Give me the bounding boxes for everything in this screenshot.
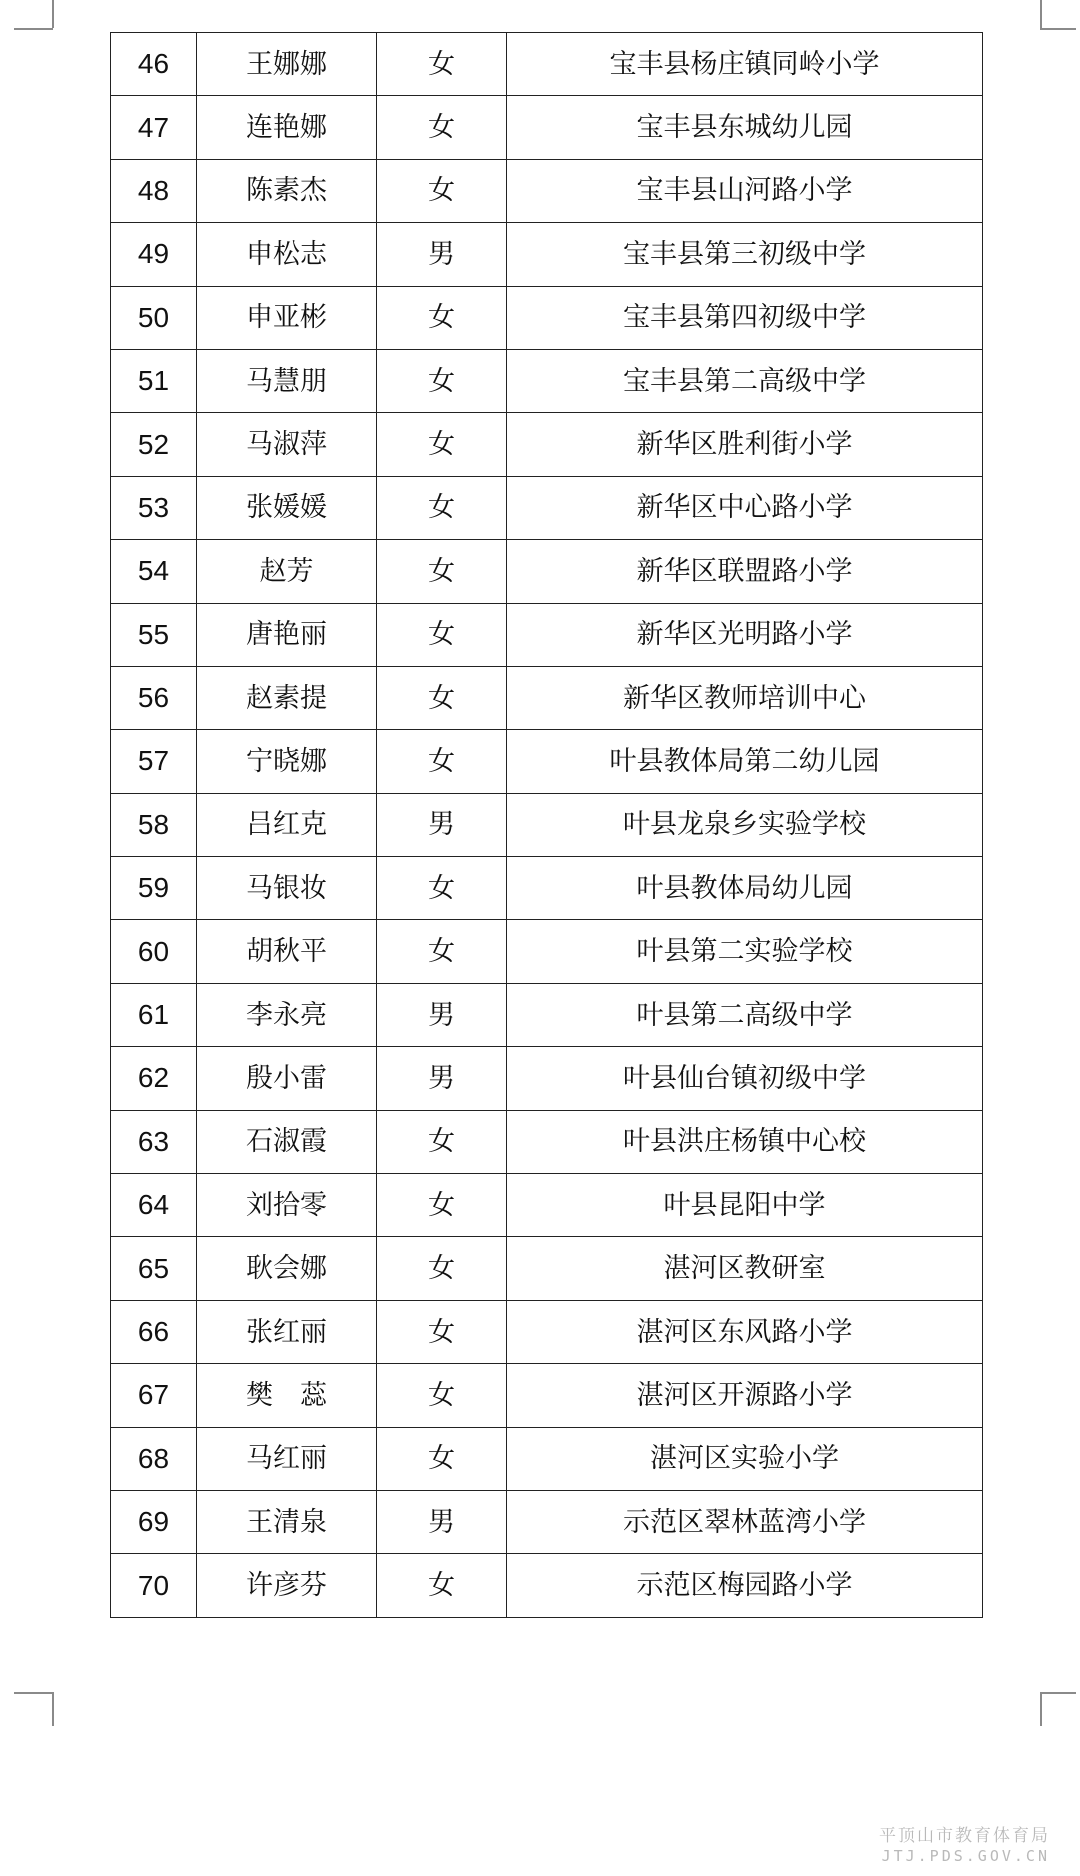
person-name: 马红丽 [197,1427,377,1490]
work-unit: 叶县第二实验学校 [507,920,983,983]
work-unit: 新华区胜利街小学 [507,413,983,476]
work-unit: 示范区翠林蓝湾小学 [507,1490,983,1553]
gender: 女 [377,413,507,476]
row-number: 61 [111,983,197,1046]
person-name: 樊 蕊 [197,1364,377,1427]
gender: 女 [377,666,507,729]
person-name: 吕红克 [197,793,377,856]
work-unit: 湛河区教研室 [507,1237,983,1300]
row-number: 64 [111,1174,197,1237]
table-row [111,33,983,96]
gender: 女 [377,540,507,603]
person-name: 王清泉 [197,1490,377,1553]
crop-mark-bottom-right-v [1040,1692,1042,1726]
work-unit: 叶县龙泉乡实验学校 [507,793,983,856]
table-row [111,793,983,856]
work-unit: 宝丰县第三初级中学 [507,223,983,286]
work-unit: 宝丰县第四初级中学 [507,286,983,349]
row-number: 66 [111,1300,197,1363]
table-row [111,286,983,349]
crop-mark-top-right-v [1040,0,1042,28]
gender: 男 [377,223,507,286]
work-unit: 湛河区实验小学 [507,1427,983,1490]
roster-table [110,32,983,1618]
person-name: 赵芳 [197,540,377,603]
row-number: 49 [111,223,197,286]
gender: 女 [377,1110,507,1173]
row-number: 52 [111,413,197,476]
crop-mark-bottom-right-h [1040,1692,1076,1694]
person-name: 赵素提 [197,666,377,729]
work-unit: 叶县教体局幼儿园 [507,857,983,920]
table-row [111,1237,983,1300]
row-number: 70 [111,1554,197,1617]
row-number: 65 [111,1237,197,1300]
person-name: 张媛媛 [197,476,377,539]
gender: 男 [377,1047,507,1110]
gender: 男 [377,1490,507,1553]
person-name: 唐艳丽 [197,603,377,666]
gender: 女 [377,920,507,983]
row-number: 50 [111,286,197,349]
table-row [111,476,983,539]
person-name: 马慧朋 [197,349,377,412]
table-row [111,223,983,286]
row-number: 48 [111,159,197,222]
table-row [111,983,983,1046]
row-number: 59 [111,857,197,920]
work-unit: 叶县洪庄杨镇中心校 [507,1110,983,1173]
work-unit: 新华区联盟路小学 [507,540,983,603]
crop-mark-bottom-left-v [52,1692,54,1726]
work-unit: 叶县第二高级中学 [507,983,983,1046]
gender: 女 [377,730,507,793]
gender: 女 [377,159,507,222]
watermark-org: 平顶山市教育体育局 [879,1826,1050,1846]
crop-mark-top-left-v [52,0,54,28]
work-unit: 湛河区东风路小学 [507,1300,983,1363]
table-row [111,1554,983,1617]
crop-mark-top-left-h [14,28,53,30]
table-row [111,1047,983,1110]
crop-mark-top-right-h [1040,28,1076,30]
row-number: 55 [111,603,197,666]
table-row [111,1490,983,1553]
gender: 女 [377,1237,507,1300]
gender: 女 [377,349,507,412]
row-number: 62 [111,1047,197,1110]
person-name: 王娜娜 [197,33,377,96]
table-row [111,603,983,666]
table-row [111,413,983,476]
gender: 女 [377,857,507,920]
row-number: 53 [111,476,197,539]
gender: 女 [377,286,507,349]
person-name: 申松志 [197,223,377,286]
table-row [111,920,983,983]
table-row [111,1174,983,1237]
gender: 女 [377,1554,507,1617]
work-unit: 新华区教师培训中心 [507,666,983,729]
table-row [111,540,983,603]
work-unit: 新华区光明路小学 [507,603,983,666]
gender: 女 [377,96,507,159]
row-number: 46 [111,33,197,96]
table-row [111,857,983,920]
gender: 女 [377,1300,507,1363]
person-name: 李永亮 [197,983,377,1046]
person-name: 许彦芬 [197,1554,377,1617]
work-unit: 叶县仙台镇初级中学 [507,1047,983,1110]
row-number: 69 [111,1490,197,1553]
row-number: 54 [111,540,197,603]
gender: 男 [377,983,507,1046]
table-row [111,1300,983,1363]
work-unit: 叶县昆阳中学 [507,1174,983,1237]
row-number: 68 [111,1427,197,1490]
table-row [111,1427,983,1490]
work-unit: 叶县教体局第二幼儿园 [507,730,983,793]
gender: 女 [377,603,507,666]
person-name: 宁晓娜 [197,730,377,793]
gender: 女 [377,33,507,96]
table-row [111,159,983,222]
work-unit: 湛河区开源路小学 [507,1364,983,1427]
roster-body [111,33,983,1618]
person-name: 张红丽 [197,1300,377,1363]
person-name: 马淑萍 [197,413,377,476]
watermark [879,1826,1050,1866]
person-name: 陈素杰 [197,159,377,222]
person-name: 申亚彬 [197,286,377,349]
work-unit: 示范区梅园路小学 [507,1554,983,1617]
person-name: 耿会娜 [197,1237,377,1300]
table-row [111,666,983,729]
row-number: 56 [111,666,197,729]
person-name: 殷小雷 [197,1047,377,1110]
crop-mark-bottom-left-h [14,1692,53,1694]
work-unit: 新华区中心路小学 [507,476,983,539]
work-unit: 宝丰县第二高级中学 [507,349,983,412]
gender: 女 [377,1427,507,1490]
person-name: 马银妆 [197,857,377,920]
person-name: 胡秋平 [197,920,377,983]
gender: 女 [377,1174,507,1237]
row-number: 57 [111,730,197,793]
work-unit: 宝丰县东城幼儿园 [507,96,983,159]
work-unit: 宝丰县杨庄镇同岭小学 [507,33,983,96]
row-number: 63 [111,1110,197,1173]
gender: 女 [377,476,507,539]
row-number: 67 [111,1364,197,1427]
gender: 女 [377,1364,507,1427]
row-number: 51 [111,349,197,412]
person-name: 连艳娜 [197,96,377,159]
table-row [111,349,983,412]
table-row [111,730,983,793]
table-row [111,96,983,159]
row-number: 60 [111,920,197,983]
row-number: 47 [111,96,197,159]
gender: 男 [377,793,507,856]
watermark-url: JTJ.PDS.GOV.CN [881,1847,1050,1866]
row-number: 58 [111,793,197,856]
table-row [111,1364,983,1427]
person-name: 石淑霞 [197,1110,377,1173]
person-name: 刘拾零 [197,1174,377,1237]
table-row [111,1110,983,1173]
work-unit: 宝丰县山河路小学 [507,159,983,222]
